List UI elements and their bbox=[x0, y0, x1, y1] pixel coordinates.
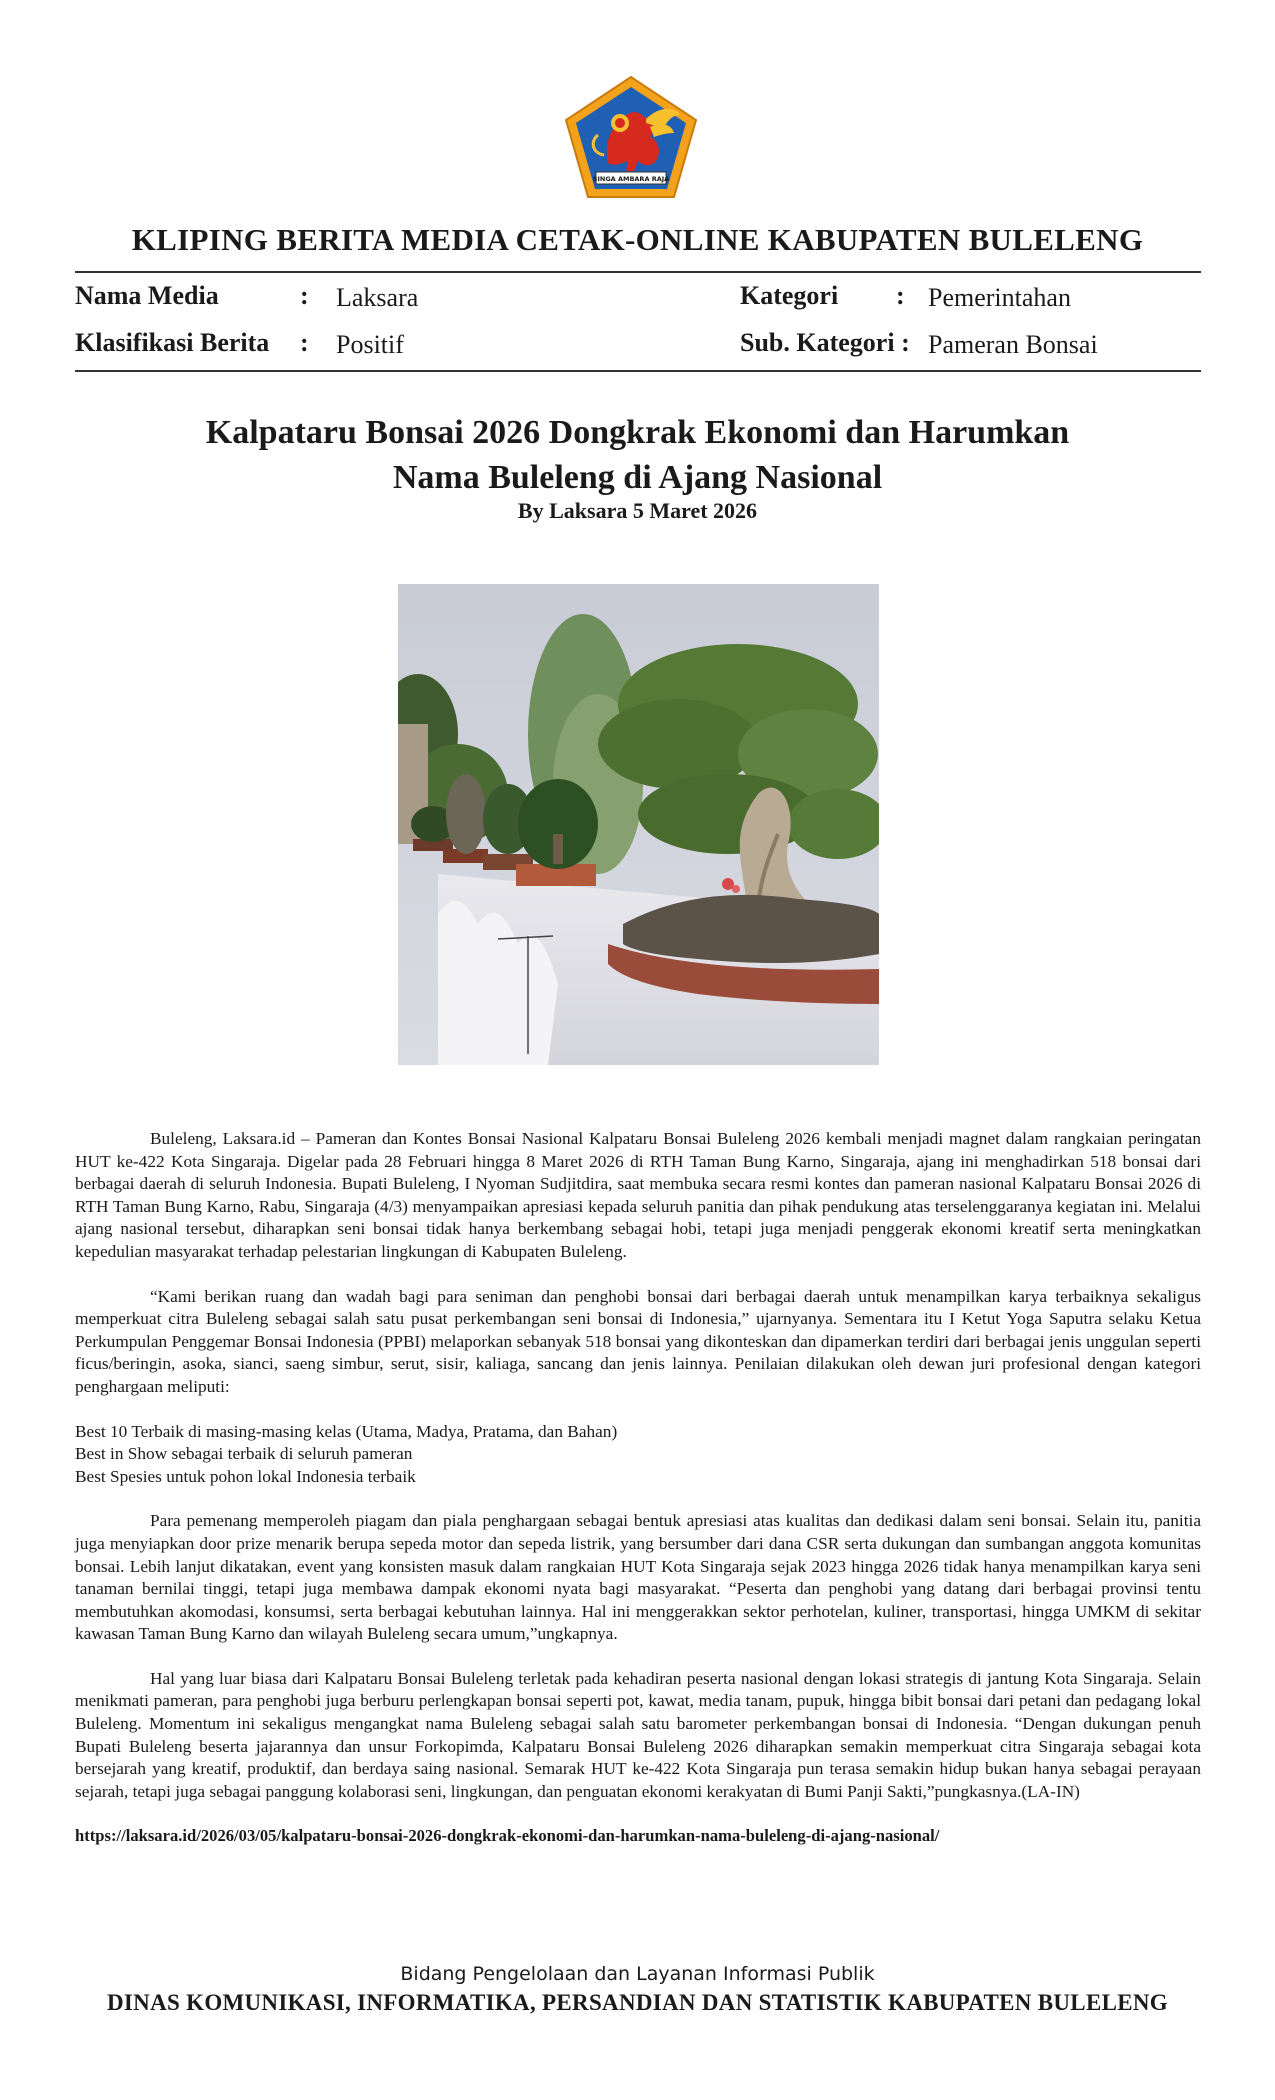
article-body bbox=[75, 1128, 1201, 1870]
footer-agency: DINAS KOMUNIKASI, INFORMATIKA, PERSANDIAN DAN STATISTIK KABUPATEN BULELENG bbox=[107, 1990, 1168, 2015]
logo-motto: SINGA AMBARA RAJA bbox=[592, 175, 670, 183]
article-byline: By Laksara 5 Maret 2026 bbox=[517, 498, 758, 523]
article-paragraph-4: Hal yang luar biasa dari Kalpataru Bonsai Buleleng terletak pada kehadiran peserta nasional dengan lokasi strategis di jantung Kota Singaraja. Selain menikmati pameran, para penghobi juga berburu perlengkapan bonsai seperti pot, kawat, media tanam, pupuk, hingga bibit bonsai dari petani dan pedagang lokal Buleleng. Momentum ini sekaligus mengangkat nama Buleleng sebagai salah satu barometer perkembangan bonsai di Indonesia. “Dengan dukungan penuh Bupati Buleleng beserta jajarannya dan unsur Forkopimda, Kalpataru Bonsai Buleleng 2026 diharapkan semakin memperkuat citra Singaraja sebagai kota bersejarah yang kreatif, produktif, dan berdaya saing nasional. Semarak HUT ke-422 Kota Singaraja pun terasa semakin hidup bukan hanya sebagai perayaan sejarah, tetapi juga sebagai panggung kolaborasi seni, lingkungan, dan penguatan ekonomi kerakyatan di Bumi Panji Sakti,”pungkasnya.(LA-IN) bbox=[75, 1668, 1201, 1801]
meta-label: Sub. Kategori : bbox=[740, 328, 910, 357]
meta-colon: : bbox=[896, 281, 905, 310]
list-item: Best in Show sebagai terbaik di seluruh pameran bbox=[75, 1444, 413, 1464]
list-item: Best Spesies untuk pohon lokal Indonesia terbaik bbox=[75, 1466, 416, 1486]
meta-sub-kategori bbox=[740, 328, 910, 358]
article-paragraph-2: “Kami berikan ruang dan wadah bagi para seniman dan penghobi bonsai dari berbagai daerah untuk menampilkan karya terbaiknya sekaligus memperkuat citra Buleleng sebagai salah satu pusat perkembangan seni bonsai di Indonesia,” ujarnyanya. Sementara itu I Ketut Yoga Saputra selaku Ketua Perkumpulan Penggemar Bonsai Indonesia (PPBI) melaporkan sebanyak 518 bonsai yang dikonteskan dan dipamerkan terdiri dari berbagai jenis unggulan seperti ficus/beringin, asoka, sianci, saeng simbur, serut, sisir, kaliaga, sancang dan jenis lainnya. Penilaian dilakukan oleh dewan juri profesional dengan kategori penghargaan meliputi: bbox=[75, 1286, 1201, 1396]
article-headline bbox=[0, 410, 1275, 500]
meta-label: Kategori bbox=[740, 281, 839, 310]
source-url-link[interactable]: https://laksara.id/2026/03/05/kalpataru-bonsai-2026-dongkrak-ekonomi-dan-harumkan-nama-buleleng-di-ajang-nasional/ bbox=[75, 1826, 940, 1846]
footer-department: Bidang Pengelolaan dan Layanan Informasi Publik bbox=[400, 1963, 875, 1985]
meta-value-sub-kategori: Pameran Bonsai bbox=[928, 330, 1098, 359]
meta-colon: : bbox=[300, 281, 309, 310]
bonsai-exhibition-photo bbox=[398, 584, 879, 1065]
award-category-list bbox=[75, 1421, 1201, 1489]
meta-value-nama-media: Laksara bbox=[336, 283, 419, 312]
headline-line-2: Nama Buleleng di Ajang Nasional bbox=[392, 459, 883, 496]
article-paragraph-3: Para pemenang memperoleh piagam dan piala penghargaan sebagai bentuk apresiasi atas kualitas dan dedikasi dalam seni bonsai. Selain itu, panitia juga menyiapkan door prize menarik berupa sepeda motor dan sepeda listrik, yang bersumber dari dana CSR serta dukungan dan sumbangan anggota komunitas bonsai. Lebih lanjut dikatakan, event yang konsisten masuk dalam rangkaian HUT Kota Singaraja sejak 2023 hingga 2026 tidak hanya menampilkan karya seni tanaman bernilai tinggi, tetapi juga membawa dampak ekonomi nyata bagi masyarakat. “Peserta dan penghobi yang datang dari berbagai provinsi tentu membutuhkan akomodasi, konsumsi, serta berbagai kebutuhan lainnya. Hal ini menggerakkan sektor perhotelan, kuliner, transportasi, hingga UMKM di sekitar kawasan Taman Bung Karno dan wilayah Buleleng secara umum,”ungkapnya. bbox=[75, 1511, 1201, 1644]
meta-label: Nama Media bbox=[75, 281, 219, 310]
header-bottom-rule bbox=[75, 370, 1201, 372]
meta-nama-media bbox=[75, 281, 219, 311]
article-paragraph-1: Buleleng, Laksara.id – Pameran dan Kontes Bonsai Nasional Kalpataru Bonsai Buleleng 2026 kembali menjadi magnet dalam rangkaian peringatan HUT ke-422 Kota Singaraja. Digelar pada 28 Februari hingga 8 Maret 2026 di RTH Taman Bung Karno, Singaraja, ajang ini menghadirkan 518 bonsai dari berbagai daerah di seluruh Indonesia. Bupati Buleleng, I Nyoman Sudjitdira, saat membuka secara resmi kontes dan pameran nasional Kalpataru Bonsai 2026 di RTH Taman Bung Karno, Rabu, Singaraja (4/3) menyampaikan apresiasi kepada seluruh panitia dan pihak pendukung atas terselenggaranya kegiatan ini. Melalui ajang nasional tersebut, diharapkan seni bonsai tidak hanya berkembang sebagai hobi, tetapi juga menjadi penggerak ekonomi kreatif serta meningkatkan kepedulian masyarakat terhadap pelestarian lingkungan di Kabupaten Buleleng. bbox=[75, 1129, 1201, 1261]
meta-klasifikasi bbox=[75, 328, 269, 358]
meta-kategori bbox=[740, 281, 838, 311]
meta-colon: : bbox=[300, 328, 309, 357]
list-item: Best 10 Terbaik di masing-masing kelas (Utama, Madya, Pratama, dan Bahan) bbox=[75, 1421, 618, 1441]
header-top-rule bbox=[75, 271, 1201, 273]
buleleng-emblem-logo bbox=[564, 75, 698, 199]
meta-value-klasifikasi: Positif bbox=[336, 330, 404, 359]
headline-line-1: Kalpataru Bonsai 2026 Dongkrak Ekonomi dan Harumkan bbox=[205, 414, 1070, 451]
clipping-header-title: KLIPING BERITA MEDIA CETAK-ONLINE KABUPATEN BULELENG bbox=[131, 222, 1144, 257]
meta-label: Klasifikasi Berita bbox=[75, 328, 270, 357]
meta-value-kategori: Pemerintahan bbox=[928, 283, 1071, 312]
